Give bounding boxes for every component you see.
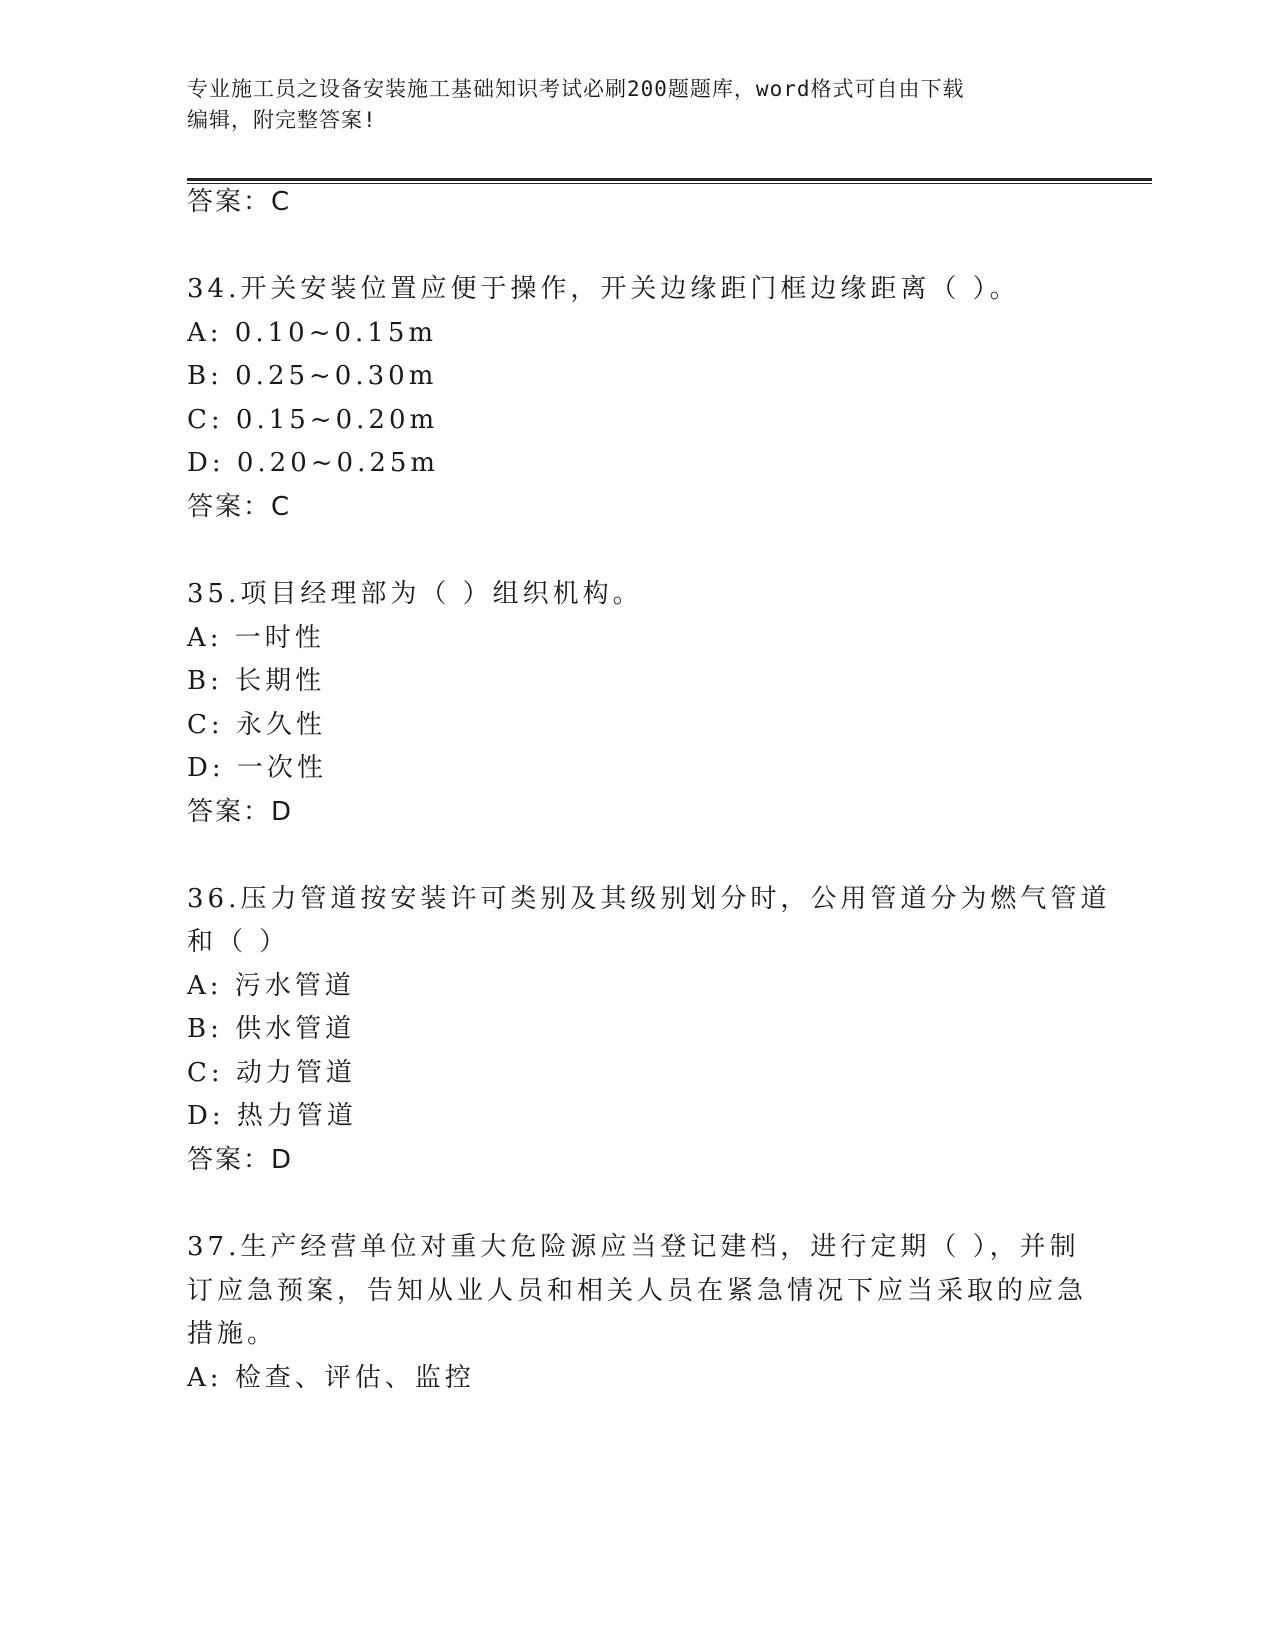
question-34-option-d: D: 0.20~0.25m	[187, 448, 440, 478]
question-36-answer: 答案：D	[187, 1145, 294, 1175]
question-35-option-a: A: 一时性	[187, 623, 325, 653]
question-36-stem-line-2: 和（ ）	[187, 927, 290, 957]
question-37-stem-line-1: 37.生产经营单位对重大危险源应当登记建档，进行定期（ ），并制	[187, 1232, 1080, 1262]
question-36-option-d: D: 热力管道	[187, 1101, 357, 1131]
question-36-stem-line-1: 36.压力管道按安装许可类别及其级别划分时，公用管道分为燃气管道	[187, 884, 1111, 914]
question-35-option-b: B: 长期性	[187, 666, 326, 696]
question-36-option-b: B: 供水管道	[187, 1014, 356, 1044]
question-37-stem-line-2: 订应急预案，告知从业人员和相关人员在紧急情况下应当采取的应急	[187, 1276, 1088, 1306]
question-35-option-c: C: 永久性	[187, 710, 326, 740]
question-34-option-b: B: 0.25~0.30m	[187, 361, 438, 391]
question-37-stem-line-3: 措施。	[187, 1319, 278, 1349]
question-35-option-d: D: 一次性	[187, 753, 327, 783]
header-title-line-2: 编辑，附完整答案!	[187, 108, 377, 132]
header-divider-thin	[187, 183, 1152, 184]
question-34-stem: 34.开关安装位置应便于操作，开关边缘距门框边缘距离（ ）。	[187, 274, 1020, 304]
question-35-answer: 答案：D	[187, 797, 294, 827]
question-34-option-a: A: 0.10~0.15m	[187, 318, 438, 348]
question-35-stem: 35.项目经理部为（ ）组织机构。	[187, 579, 643, 609]
previous-answer: 答案：C	[187, 187, 292, 217]
question-34-answer: 答案：C	[187, 492, 292, 522]
document-header	[187, 74, 1087, 136]
question-34-option-c: C: 0.15~0.20m	[187, 405, 439, 435]
header-divider-thick	[187, 178, 1152, 181]
header-title-line-1: 专业施工员之设备安装施工基础知识考试必刷200题题库，word格式可自由下载	[187, 77, 965, 101]
question-36-option-a: A: 污水管道	[187, 971, 355, 1001]
question-37-option-a: A: 检查、评估、监控	[187, 1363, 475, 1393]
question-36-option-c: C: 动力管道	[187, 1058, 356, 1088]
